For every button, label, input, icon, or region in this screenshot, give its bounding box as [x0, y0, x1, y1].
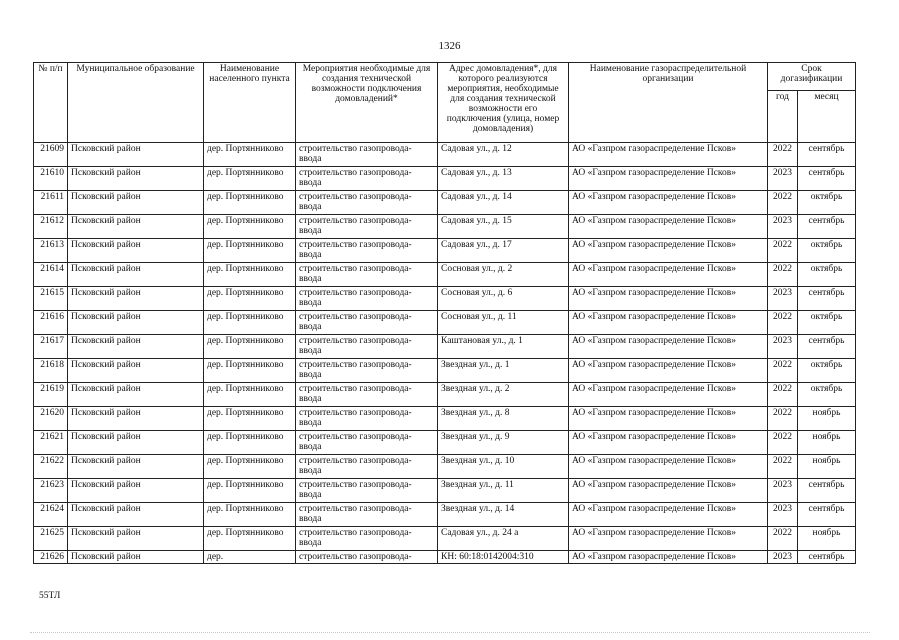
cell-municipality: Псковский район: [68, 407, 204, 431]
cell-municipality: Псковский район: [68, 239, 204, 263]
cell-municipality: Псковский район: [68, 527, 204, 551]
cell-locality: дер. Портянниково: [204, 407, 296, 431]
cell-number: 21622: [34, 455, 68, 479]
cell-number: 21619: [34, 383, 68, 407]
cell-year: 2022: [768, 383, 798, 407]
cell-organization: АО «Газпром газораспределение Псков»: [569, 287, 768, 311]
cell-organization: АО «Газпром газораспределение Псков»: [569, 167, 768, 191]
cell-organization: АО «Газпром газораспределение Псков»: [569, 239, 768, 263]
cell-locality: дер. Портянниково: [204, 455, 296, 479]
cell-organization: АО «Газпром газораспределение Псков»: [569, 431, 768, 455]
cell-address: Садовая ул., д. 17: [438, 239, 569, 263]
cell-organization: АО «Газпром газораспределение Псков»: [569, 551, 768, 564]
cell-municipality: Псковский район: [68, 191, 204, 215]
cell-municipality: Псковский район: [68, 503, 204, 527]
cell-locality: дер. Портянниково: [204, 527, 296, 551]
header-locality: Наименование населенного пункта: [204, 63, 296, 143]
scan-edge-noise: [30, 632, 870, 633]
cell-address: Каштановая ул., д. 1: [438, 335, 569, 359]
table-row: [34, 335, 856, 359]
cell-address: Сосновая ул., д. 2: [438, 263, 569, 287]
header-measures: Мероприятия необходимые для создания технической возможности подключения домовладений*: [296, 63, 438, 143]
cell-number: 21616: [34, 311, 68, 335]
cell-municipality: Псковский район: [68, 311, 204, 335]
cell-number: 21626: [34, 551, 68, 564]
cell-municipality: Псковский район: [68, 551, 204, 564]
cell-number: 21615: [34, 287, 68, 311]
cell-number: 21621: [34, 431, 68, 455]
page-number: 1326: [438, 40, 461, 52]
cell-municipality: Псковский район: [68, 455, 204, 479]
header-address: Адрес домовладения*, для которого реализуются мероприятия, необходимые для создания технической возможности его подключения (улица, номер домовладения): [438, 63, 569, 143]
cell-measure: строительство газопровода-ввода: [296, 287, 438, 311]
cell-measure: строительство газопровода-ввода: [296, 191, 438, 215]
cell-year: 2023: [768, 215, 798, 239]
table-row: [34, 551, 856, 564]
cell-locality: дер. Портянниково: [204, 479, 296, 503]
cell-organization: АО «Газпром газораспределение Псков»: [569, 407, 768, 431]
cell-organization: АО «Газпром газораспределение Псков»: [569, 503, 768, 527]
cell-locality: дер.: [204, 551, 296, 564]
cell-municipality: Псковский район: [68, 143, 204, 167]
cell-measure: строительство газопровода-ввода: [296, 479, 438, 503]
table-row: [34, 287, 856, 311]
cell-organization: АО «Газпром газораспределение Псков»: [569, 191, 768, 215]
table-row: [34, 359, 856, 383]
cell-number: 21610: [34, 167, 68, 191]
cell-number: 21609: [34, 143, 68, 167]
cell-measure: строительство газопровода-ввода: [296, 455, 438, 479]
cell-locality: дер. Портянниково: [204, 359, 296, 383]
cell-measure: строительство газопровода-ввода: [296, 407, 438, 431]
cell-municipality: Псковский район: [68, 167, 204, 191]
cell-measure: строительство газопровода-ввода: [296, 431, 438, 455]
table-row: [34, 455, 856, 479]
cell-locality: дер. Портянниково: [204, 431, 296, 455]
cell-locality: дер. Портянниково: [204, 311, 296, 335]
table-row: [34, 239, 856, 263]
cell-address: Звездная ул., д. 2: [438, 383, 569, 407]
cell-measure: строительство газопровода-ввода: [296, 215, 438, 239]
cell-address: Звездная ул., д. 11: [438, 479, 569, 503]
cell-year: 2022: [768, 143, 798, 167]
cell-year: 2023: [768, 167, 798, 191]
cell-measure: строительство газопровода-ввода: [296, 527, 438, 551]
cell-address: Садовая ул., д. 13: [438, 167, 569, 191]
table-header: [34, 63, 856, 143]
cell-measure: строительство газопровода-ввода: [296, 239, 438, 263]
header-org: Наименование газораспределительной организации: [569, 63, 768, 143]
cell-municipality: Псковский район: [68, 479, 204, 503]
cell-year: 2023: [768, 503, 798, 527]
cell-locality: дер. Портянниково: [204, 335, 296, 359]
cell-locality: дер. Портянниково: [204, 143, 296, 167]
cell-address: КН: 60:18:0142004:310: [438, 551, 569, 564]
cell-measure: строительство газопровода-ввода: [296, 263, 438, 287]
header-num: № п/п: [34, 63, 68, 143]
cell-measure: строительство газопровода-ввода: [296, 383, 438, 407]
cell-locality: дер. Портянниково: [204, 287, 296, 311]
cell-measure: строительство газопровода-ввода: [296, 143, 438, 167]
header-municipality: Муниципальное образование: [68, 63, 204, 143]
cell-municipality: Псковский район: [68, 383, 204, 407]
cell-year: 2023: [768, 335, 798, 359]
cell-month: сентябрь: [798, 503, 856, 527]
cell-locality: дер. Портянниково: [204, 383, 296, 407]
cell-organization: АО «Газпром газораспределение Псков»: [569, 455, 768, 479]
cell-month: сентябрь: [798, 551, 856, 564]
cell-month: сентябрь: [798, 167, 856, 191]
gasification-table: [33, 62, 856, 564]
cell-municipality: Псковский район: [68, 287, 204, 311]
cell-number: 21612: [34, 215, 68, 239]
cell-address: Звездная ул., д. 14: [438, 503, 569, 527]
cell-municipality: Псковский район: [68, 431, 204, 455]
table-row: [34, 215, 856, 239]
cell-month: сентябрь: [798, 335, 856, 359]
cell-municipality: Псковский район: [68, 335, 204, 359]
cell-number: 21623: [34, 479, 68, 503]
cell-year: 2023: [768, 479, 798, 503]
cell-municipality: Псковский район: [68, 215, 204, 239]
cell-year: 2022: [768, 239, 798, 263]
table-row: [34, 407, 856, 431]
cell-month: октябрь: [798, 383, 856, 407]
cell-year: 2022: [768, 431, 798, 455]
cell-address: Садовая ул., д. 15: [438, 215, 569, 239]
cell-organization: АО «Газпром газораспределение Псков»: [569, 359, 768, 383]
cell-address: Звездная ул., д. 8: [438, 407, 569, 431]
cell-month: ноябрь: [798, 407, 856, 431]
table-row: [34, 527, 856, 551]
cell-measure: строительство газопровода-ввода: [296, 503, 438, 527]
table-row: [34, 191, 856, 215]
cell-address: Садовая ул., д. 14: [438, 191, 569, 215]
cell-address: Сосновая ул., д. 6: [438, 287, 569, 311]
cell-month: сентябрь: [798, 479, 856, 503]
cell-municipality: Псковский район: [68, 263, 204, 287]
cell-month: ноябрь: [798, 455, 856, 479]
cell-year: 2022: [768, 191, 798, 215]
cell-locality: дер. Портянниково: [204, 215, 296, 239]
cell-number: 21614: [34, 263, 68, 287]
cell-measure: строительство газопровода-: [296, 551, 438, 564]
table-row: [34, 167, 856, 191]
footer-code: 55ТЛ: [39, 591, 61, 601]
cell-number: 21620: [34, 407, 68, 431]
cell-year: 2023: [768, 551, 798, 564]
header-term: Срок догазификации: [768, 63, 856, 91]
table-row: [34, 503, 856, 527]
cell-locality: дер. Портянниково: [204, 191, 296, 215]
cell-number: 21625: [34, 527, 68, 551]
cell-month: сентябрь: [798, 143, 856, 167]
header-month: месяц: [798, 91, 856, 143]
cell-locality: дер. Портянниково: [204, 503, 296, 527]
cell-organization: АО «Газпром газораспределение Псков»: [569, 263, 768, 287]
table-row: [34, 431, 856, 455]
cell-year: 2022: [768, 407, 798, 431]
cell-number: 21611: [34, 191, 68, 215]
cell-address: Садовая ул., д. 24 а: [438, 527, 569, 551]
cell-organization: АО «Газпром газораспределение Псков»: [569, 527, 768, 551]
cell-year: 2022: [768, 263, 798, 287]
cell-locality: дер. Портянниково: [204, 263, 296, 287]
cell-number: 21613: [34, 239, 68, 263]
cell-address: Садовая ул., д. 12: [438, 143, 569, 167]
cell-organization: АО «Газпром газораспределение Псков»: [569, 215, 768, 239]
table-row: [34, 263, 856, 287]
cell-address: Звездная ул., д. 9: [438, 431, 569, 455]
cell-locality: дер. Портянниково: [204, 167, 296, 191]
cell-number: 21617: [34, 335, 68, 359]
cell-month: октябрь: [798, 263, 856, 287]
cell-month: октябрь: [798, 239, 856, 263]
cell-number: 21618: [34, 359, 68, 383]
cell-address: Сосновая ул., д. 11: [438, 311, 569, 335]
table-row: [34, 311, 856, 335]
cell-measure: строительство газопровода-ввода: [296, 167, 438, 191]
cell-number: 21624: [34, 503, 68, 527]
header-year: год: [768, 91, 798, 143]
cell-measure: строительство газопровода-ввода: [296, 311, 438, 335]
cell-month: ноябрь: [798, 527, 856, 551]
cell-organization: АО «Газпром газораспределение Псков»: [569, 311, 768, 335]
cell-address: Звездная ул., д. 1: [438, 359, 569, 383]
cell-year: 2022: [768, 359, 798, 383]
cell-measure: строительство газопровода-ввода: [296, 359, 438, 383]
cell-month: ноябрь: [798, 431, 856, 455]
cell-year: 2022: [768, 311, 798, 335]
cell-organization: АО «Газпром газораспределение Псков»: [569, 143, 768, 167]
cell-year: 2022: [768, 455, 798, 479]
table-body: [34, 143, 856, 564]
cell-year: 2023: [768, 287, 798, 311]
table-row: [34, 143, 856, 167]
cell-organization: АО «Газпром газораспределение Псков»: [569, 335, 768, 359]
cell-month: сентябрь: [798, 287, 856, 311]
cell-locality: дер. Портянниково: [204, 239, 296, 263]
cell-organization: АО «Газпром газораспределение Псков»: [569, 479, 768, 503]
table-row: [34, 479, 856, 503]
cell-organization: АО «Газпром газораспределение Псков»: [569, 383, 768, 407]
cell-address: Звездная ул., д. 10: [438, 455, 569, 479]
cell-month: октябрь: [798, 191, 856, 215]
cell-year: 2022: [768, 527, 798, 551]
table-row: [34, 383, 856, 407]
cell-month: октябрь: [798, 359, 856, 383]
cell-month: сентябрь: [798, 215, 856, 239]
cell-measure: строительство газопровода-ввода: [296, 335, 438, 359]
cell-month: октябрь: [798, 311, 856, 335]
cell-municipality: Псковский район: [68, 359, 204, 383]
